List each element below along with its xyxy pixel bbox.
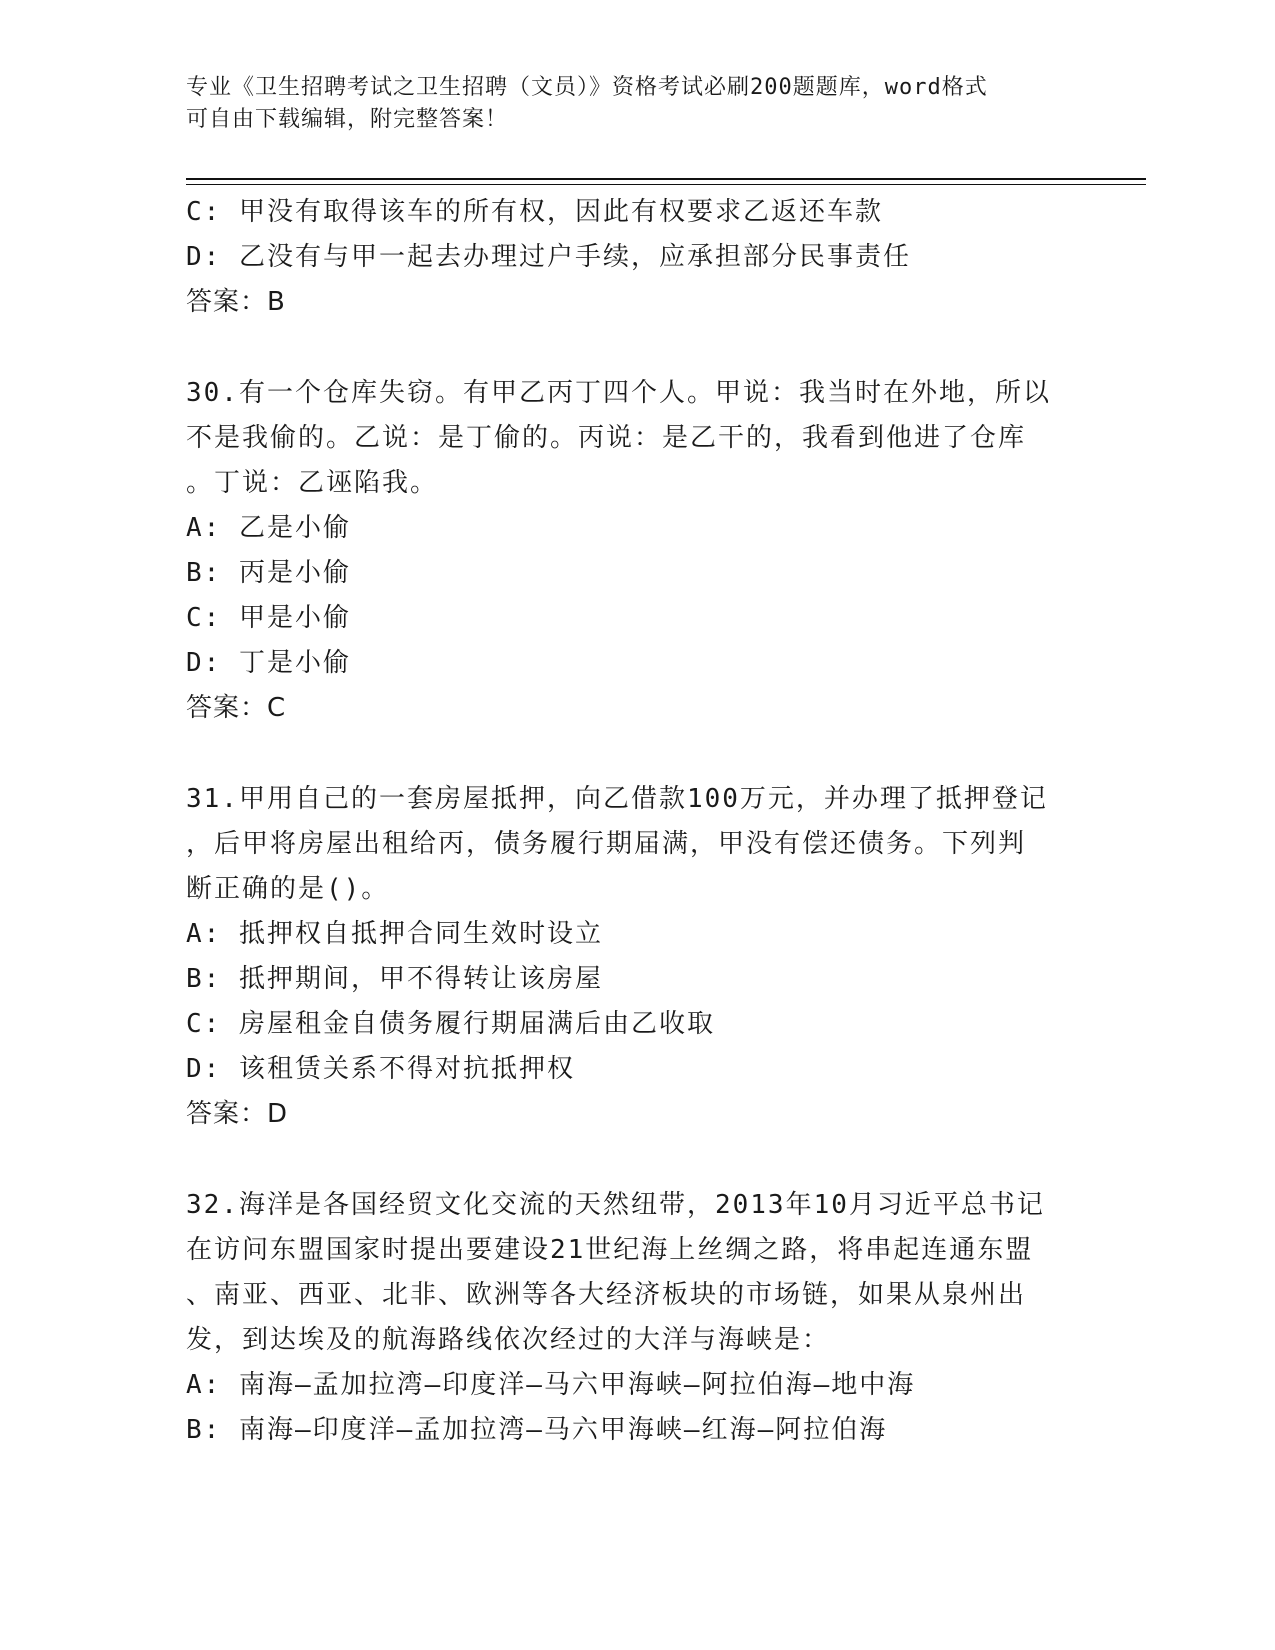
option-a: A: 乙是小偷: [186, 513, 351, 543]
question-stem-line: 32.海洋是各国经贸文化交流的天然纽带，2013年10月习近平总书记: [186, 1190, 1045, 1220]
question-block-30: [186, 371, 1086, 731]
spacer: [186, 1137, 1086, 1183]
option-c: C: 房屋租金自债务履行期届满后由乙收取: [186, 1009, 715, 1039]
option-b: B: 抵押期间，甲不得转让该房屋: [186, 964, 603, 994]
question-block-31: [186, 777, 1086, 1137]
page-header: [186, 72, 1066, 136]
question-stem-line: 30.有一个仓库失窃。有甲乙丙丁四个人。甲说：我当时在外地，所以: [186, 378, 1051, 408]
option-d: D: 该租赁关系不得对抗抵押权: [186, 1054, 575, 1084]
answer-line: 答案：C: [186, 693, 287, 723]
option-b: B: 南海—印度洋—孟加拉湾—马六甲海峡—红海—阿拉伯海: [186, 1415, 888, 1445]
question-content: [186, 190, 1086, 1453]
question-stem-line: 、南亚、西亚、北非、欧洲等各大经济板块的市场链，如果从泉州出: [186, 1280, 1027, 1310]
question-stem-line: 在访问东盟国家时提出要建设21世纪海上丝绸之路，将串起连通东盟: [186, 1235, 1034, 1265]
question-stem-line: 发，到达埃及的航海路线依次经过的大洋与海峡是：: [186, 1325, 831, 1355]
question-block-29: [186, 190, 1086, 325]
spacer: [186, 325, 1086, 371]
question-stem-line: ，后甲将房屋出租给丙，债务履行期届满，甲没有偿还债务。下列判: [186, 829, 1027, 859]
option-a: A: 抵押权自抵押合同生效时设立: [186, 919, 603, 949]
option-c: C: 甲是小偷: [186, 603, 351, 633]
header-divider-thick: [186, 178, 1146, 180]
option-d: D: 丁是小偷: [186, 648, 351, 678]
answer-line: 答案：D: [186, 1099, 289, 1129]
question-block-32: [186, 1183, 1086, 1453]
answer-line: 答案：B: [186, 287, 286, 317]
question-stem-line: 断正确的是()。: [186, 874, 390, 904]
question-stem-line: 不是我偷的。乙说：是丁偷的。丙说：是乙干的，我看到他进了仓库: [186, 423, 1027, 453]
spacer: [186, 731, 1086, 777]
option-c: C: 甲没有取得该车的所有权，因此有权要求乙返还车款: [186, 197, 883, 227]
option-d: D: 乙没有与甲一起去办理过户手续，应承担部分民事责任: [186, 242, 911, 272]
header-line-2: 可自由下载编辑，附完整答案！: [186, 107, 509, 132]
question-stem-line: 。丁说：乙诬陷我。: [186, 468, 439, 498]
header-line-1: 专业《卫生招聘考试之卫生招聘（文员）》资格考试必刷200题题库，word格式: [186, 75, 988, 100]
header-divider-thin: [186, 184, 1146, 185]
question-stem-line: 31.甲用自己的一套房屋抵押，向乙借款100万元，并办理了抵押登记: [186, 784, 1048, 814]
option-a: A: 南海—孟加拉湾—印度洋—马六甲海峡—阿拉伯海—地中海: [186, 1370, 916, 1400]
option-b: B: 丙是小偷: [186, 558, 351, 588]
